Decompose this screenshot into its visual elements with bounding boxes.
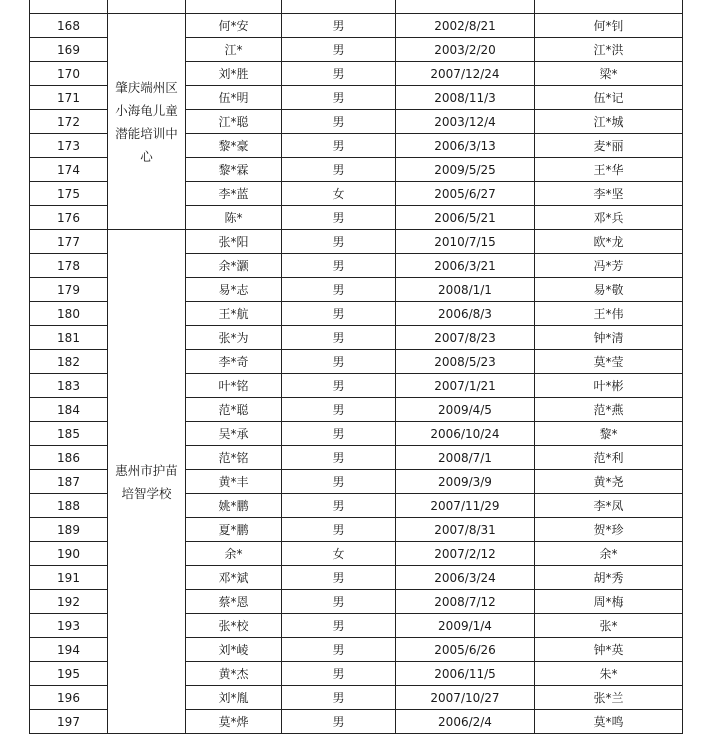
birth-date: 2009/3/9 [396,470,535,494]
row-number: 170 [30,62,108,86]
birth-date: 2006/3/24 [396,566,535,590]
row-number: 186 [30,446,108,470]
row-number: 172 [30,110,108,134]
table-row [30,14,683,38]
student-sex: 男 [282,38,396,62]
student-name: 张*为 [186,326,282,350]
row-number: 185 [30,422,108,446]
guardian-name: 王*伟 [535,302,683,326]
birth-date: 2008/1/1 [396,278,535,302]
birth-date: 2009/1/4 [396,614,535,638]
birth-date: 2008/5/23 [396,350,535,374]
student-sex: 男 [282,86,396,110]
student-sex: 男 [282,302,396,326]
birth-date: 2007/2/12 [396,542,535,566]
student-sex: 男 [282,158,396,182]
row-number: 168 [30,14,108,38]
student-name: 夏*鹏 [186,518,282,542]
student-sex: 男 [282,326,396,350]
student-name: 王*航 [186,302,282,326]
guardian-name: 冯*芳 [535,254,683,278]
birth-date: 2005/6/26 [396,638,535,662]
cell-empty [108,0,186,14]
cell-empty [396,0,535,14]
row-number: 184 [30,398,108,422]
row-number: 191 [30,566,108,590]
guardian-name: 张* [535,614,683,638]
row-number: 175 [30,182,108,206]
student-sex: 男 [282,638,396,662]
student-sex: 男 [282,62,396,86]
guardian-name: 何*钊 [535,14,683,38]
row-number: 176 [30,206,108,230]
row-number: 190 [30,542,108,566]
student-name: 范*铭 [186,446,282,470]
guardian-name: 朱* [535,662,683,686]
student-name: 余* [186,542,282,566]
student-name: 江*聪 [186,110,282,134]
student-name: 易*志 [186,278,282,302]
birth-date: 2006/3/21 [396,254,535,278]
student-name: 吴*承 [186,422,282,446]
birth-date: 2006/8/3 [396,302,535,326]
birth-date: 2003/12/4 [396,110,535,134]
guardian-name: 王*华 [535,158,683,182]
guardian-name: 钟*清 [535,326,683,350]
row-number: 182 [30,350,108,374]
student-name: 李*蓝 [186,182,282,206]
row-number: 189 [30,518,108,542]
organization-name: 惠州市护苗培智学校 [108,230,186,734]
student-sex: 男 [282,446,396,470]
row-number: 180 [30,302,108,326]
student-name: 邓*斌 [186,566,282,590]
student-sex: 男 [282,14,396,38]
student-name: 张*阳 [186,230,282,254]
student-sex: 男 [282,374,396,398]
guardian-name: 余* [535,542,683,566]
guardian-name: 张*兰 [535,686,683,710]
student-name: 莫*烨 [186,710,282,734]
row-number: 196 [30,686,108,710]
birth-date: 2007/10/27 [396,686,535,710]
student-sex: 男 [282,494,396,518]
guardian-name: 李*凤 [535,494,683,518]
guardian-name: 李*坚 [535,182,683,206]
birth-date: 2006/11/5 [396,662,535,686]
birth-date: 2006/10/24 [396,422,535,446]
student-sex: 男 [282,470,396,494]
row-number: 197 [30,710,108,734]
student-name: 黎*豪 [186,134,282,158]
cell-empty [186,0,282,14]
student-name: 伍*明 [186,86,282,110]
student-sex: 男 [282,422,396,446]
student-sex: 女 [282,542,396,566]
row-number: 173 [30,134,108,158]
row-number: 195 [30,662,108,686]
student-sex: 女 [282,182,396,206]
table-row [30,230,683,254]
student-sex: 男 [282,278,396,302]
row-number: 178 [30,254,108,278]
guardian-name: 钟*英 [535,638,683,662]
guardian-name: 胡*秀 [535,566,683,590]
student-sex: 男 [282,398,396,422]
student-name: 姚*鹏 [186,494,282,518]
row-number: 192 [30,590,108,614]
guardian-name: 范*利 [535,446,683,470]
student-sex: 男 [282,566,396,590]
birth-date: 2008/7/12 [396,590,535,614]
student-name: 张*校 [186,614,282,638]
birth-date: 2010/7/15 [396,230,535,254]
birth-date: 2006/3/13 [396,134,535,158]
student-sex: 男 [282,518,396,542]
student-sex: 男 [282,206,396,230]
birth-date: 2006/2/4 [396,710,535,734]
birth-date: 2008/11/3 [396,86,535,110]
row-number: 193 [30,614,108,638]
cell-empty [30,0,108,14]
guardian-name: 梁* [535,62,683,86]
guardian-name: 叶*彬 [535,374,683,398]
birth-date: 2007/8/31 [396,518,535,542]
guardian-name: 邓*兵 [535,206,683,230]
guardian-name: 伍*记 [535,86,683,110]
guardian-name: 莫*莹 [535,350,683,374]
student-name: 刘*胜 [186,62,282,86]
birth-date: 2009/5/25 [396,158,535,182]
row-number: 171 [30,86,108,110]
roster-table-container [29,0,683,734]
guardian-name: 黄*尧 [535,470,683,494]
student-sex: 男 [282,350,396,374]
guardian-name: 范*燕 [535,398,683,422]
guardian-name: 贺*珍 [535,518,683,542]
student-name: 陈* [186,206,282,230]
student-name: 江* [186,38,282,62]
guardian-name: 麦*丽 [535,134,683,158]
row-number: 194 [30,638,108,662]
birth-date: 2007/12/24 [396,62,535,86]
student-sex: 男 [282,614,396,638]
student-sex: 男 [282,710,396,734]
birth-date: 2002/8/21 [396,14,535,38]
row-number: 183 [30,374,108,398]
birth-date: 2003/2/20 [396,38,535,62]
birth-date: 2007/1/21 [396,374,535,398]
student-name: 黎*霖 [186,158,282,182]
cell-empty [282,0,396,14]
cell-empty [535,0,683,14]
roster-table-body [30,0,683,734]
row-number: 181 [30,326,108,350]
student-name: 何*安 [186,14,282,38]
row-number: 174 [30,158,108,182]
birth-date: 2008/7/1 [396,446,535,470]
guardian-name: 欧*龙 [535,230,683,254]
organization-name: 肇庆端州区小海龟儿童潜能培训中心 [108,14,186,230]
row-number: 177 [30,230,108,254]
student-name: 刘*崚 [186,638,282,662]
student-sex: 男 [282,590,396,614]
birth-date: 2007/11/29 [396,494,535,518]
guardian-name: 周*梅 [535,590,683,614]
student-sex: 男 [282,662,396,686]
birth-date: 2006/5/21 [396,206,535,230]
student-sex: 男 [282,254,396,278]
guardian-name: 江*洪 [535,38,683,62]
student-name: 叶*铭 [186,374,282,398]
row-number: 169 [30,38,108,62]
student-name: 蔡*恩 [186,590,282,614]
guardian-name: 黎* [535,422,683,446]
student-name: 余*灏 [186,254,282,278]
student-sex: 男 [282,134,396,158]
student-name: 刘*胤 [186,686,282,710]
birth-date: 2007/8/23 [396,326,535,350]
guardian-name: 莫*鸣 [535,710,683,734]
roster-table [29,0,683,734]
student-name: 黄*丰 [186,470,282,494]
student-name: 黄*杰 [186,662,282,686]
page-margin [0,0,29,723]
student-sex: 男 [282,110,396,134]
birth-date: 2005/6/27 [396,182,535,206]
row-number: 187 [30,470,108,494]
guardian-name: 易*敬 [535,278,683,302]
birth-date: 2009/4/5 [396,398,535,422]
guardian-name: 江*城 [535,110,683,134]
row-number: 188 [30,494,108,518]
row-number: 179 [30,278,108,302]
table-row-partial [30,0,683,14]
student-name: 范*聪 [186,398,282,422]
student-sex: 男 [282,230,396,254]
student-name: 李*奇 [186,350,282,374]
student-sex: 男 [282,686,396,710]
